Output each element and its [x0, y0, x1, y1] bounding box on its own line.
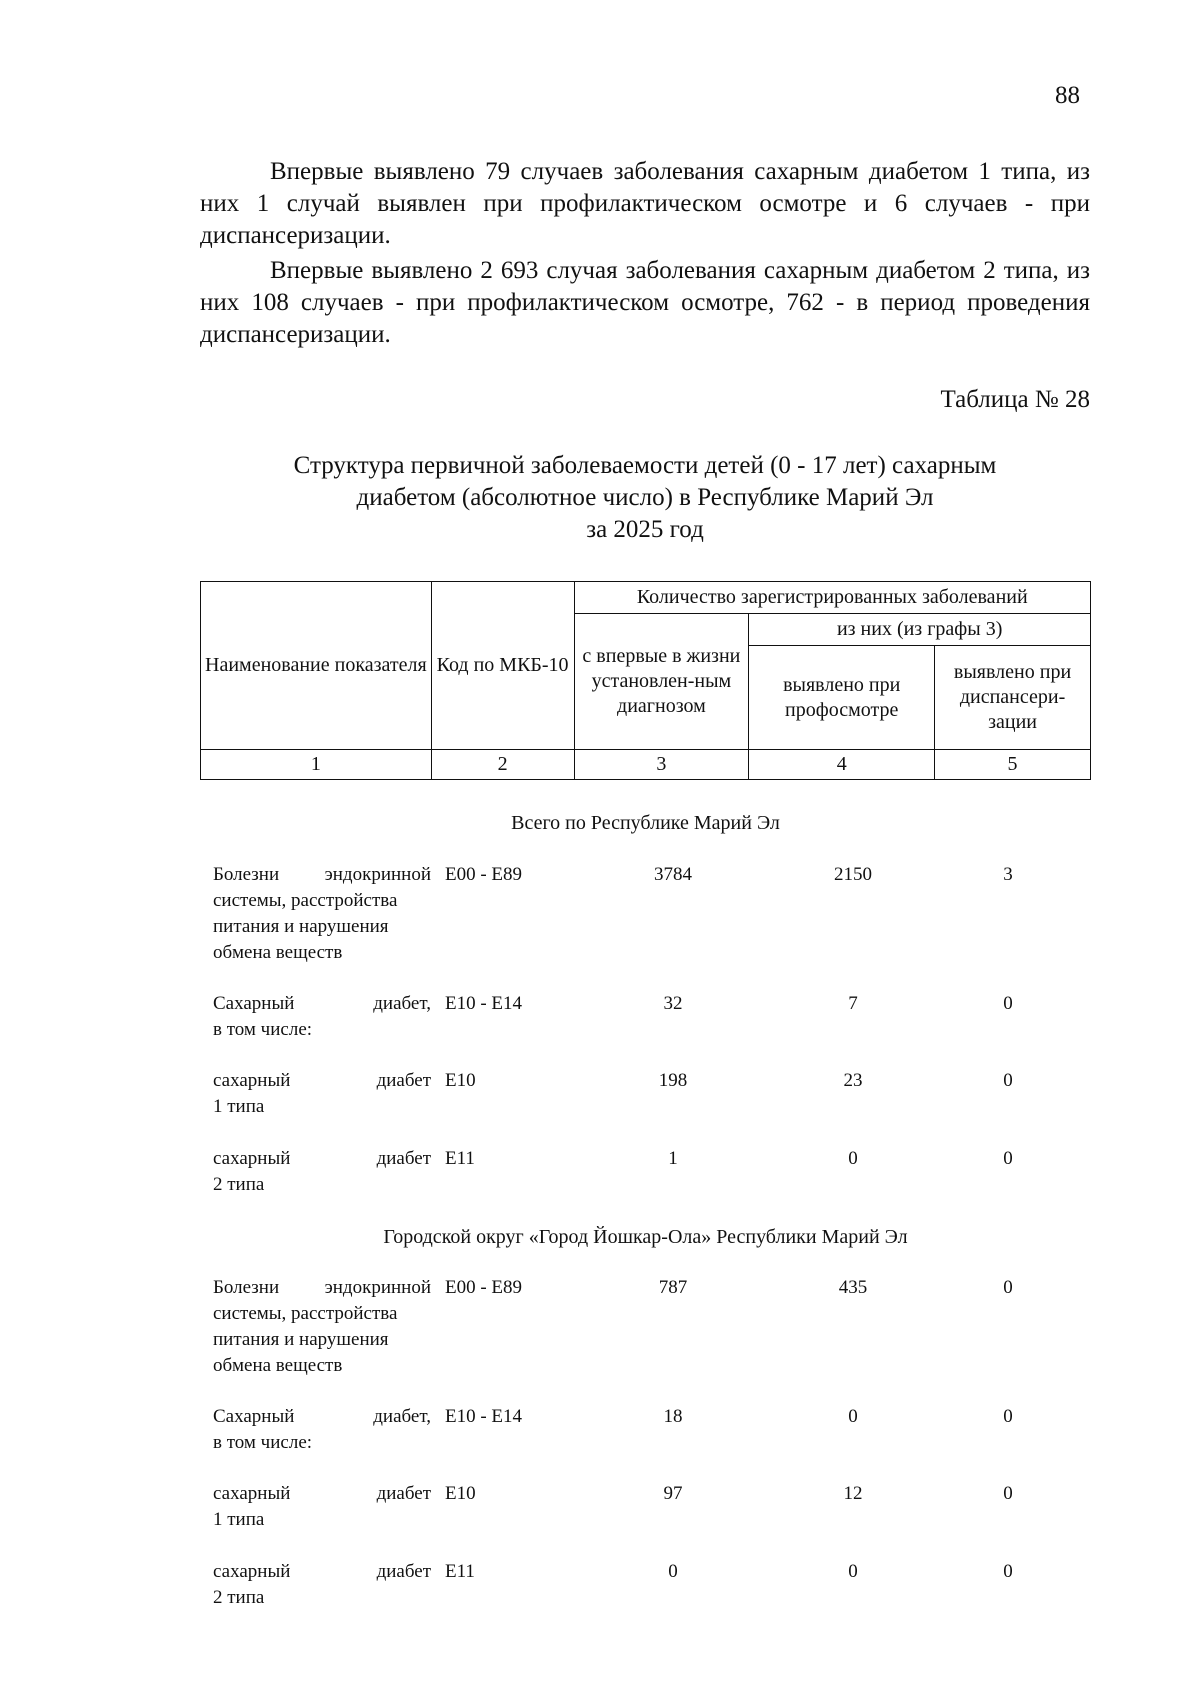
row-value-col5: 0: [1003, 1277, 1013, 1298]
table-title-line: Структура первичной заболеваемости детей (0 - 17 лет) сахарным: [293, 452, 997, 479]
row-value-col5: 0: [1003, 1561, 1013, 1582]
header-number: 3: [574, 750, 749, 780]
header-number: 4: [749, 750, 935, 780]
row-code: E10 - E14: [445, 1406, 523, 1427]
section-title: Городской округ «Город Йошкар-Ола» Республики Марий Эл: [383, 1226, 908, 1248]
header-col-code: Код по МКБ-10: [431, 582, 574, 750]
row-value-col4: 435: [838, 1277, 868, 1298]
header-number: 5: [935, 750, 1091, 780]
page-number: 88: [1055, 82, 1080, 109]
row-code: E10: [445, 1070, 476, 1091]
row-value-col3: 0: [668, 1561, 678, 1582]
table-number: Таблица № 28: [940, 386, 1090, 413]
header-subgroup: из них (из графы 3): [749, 614, 1091, 646]
row-value-col3: 97: [663, 1483, 683, 1504]
row-code: E00 - E89: [445, 1277, 523, 1298]
header-number: 2: [431, 750, 574, 780]
section-title: Всего по Республике Марий Эл: [511, 812, 780, 834]
row-name: Болезни эндокринной системы, расстройства питания и нарушения обмена веществ: [213, 864, 431, 963]
header-number: 1: [201, 750, 432, 780]
paragraph-type1: Впервые выявлено 79 случаев заболевания сахарным диабетом 1 типа, из них 1 случай выявлен при профилактическом осмотре и 6 случаев - при диспансеризации.: [200, 158, 1090, 249]
row-value-col3: 18: [663, 1406, 683, 1427]
row-value-col4: 0: [848, 1561, 858, 1582]
row-value-col4: 7: [848, 993, 858, 1014]
row-value-col5: 0: [1003, 1070, 1013, 1091]
row-value-col4: 2150: [834, 864, 872, 885]
row-value-col5: 0: [1003, 1148, 1013, 1169]
row-value-col3: 32: [663, 993, 683, 1014]
row-value-col4: 23: [843, 1070, 863, 1091]
row-value-col5: 0: [1003, 1483, 1013, 1504]
row-value-col4: 0: [848, 1148, 858, 1169]
table-title: [200, 450, 1090, 546]
row-value-col3: 1: [668, 1148, 678, 1169]
row-name: сахарный диабет 1 типа: [213, 1070, 431, 1117]
row-code: E10 - E14: [445, 993, 523, 1014]
row-value-col3: 198: [658, 1070, 688, 1091]
header-col-dispensary: выявлено при диспансери-зации: [935, 646, 1091, 750]
row-name: сахарный диабет 2 типа: [213, 1148, 431, 1195]
row-value-col5: 3: [1003, 864, 1013, 885]
row-code: E10: [445, 1483, 476, 1504]
row-name: Сахарный диабет, в том числе:: [213, 1406, 431, 1453]
row-value-col5: 0: [1003, 1406, 1013, 1427]
header-col-prof-exam: выявлено при профосмотре: [749, 646, 935, 750]
row-code: E11: [445, 1148, 475, 1169]
row-value-col3: 787: [658, 1277, 688, 1298]
header-col-name: Наименование показателя: [201, 582, 432, 750]
row-name: Болезни эндокринной системы, расстройства питания и нарушения обмена веществ: [213, 1277, 431, 1376]
row-name: сахарный диабет 2 типа: [213, 1561, 431, 1608]
row-name: сахарный диабет 1 типа: [213, 1483, 431, 1530]
row-code: E11: [445, 1561, 475, 1582]
header-col-first-diagnosed: с впервые в жизни установлен-ным диагнозом: [574, 614, 749, 750]
paragraph-type2: Впервые выявлено 2 693 случая заболевания сахарным диабетом 2 типа, из них 108 случаев - при профилактическом осмотре, 762 - в период проведения диспансеризации.: [200, 257, 1090, 348]
table-header: [200, 581, 1091, 780]
row-value-col3: 3784: [654, 864, 692, 885]
header-group: Количество зарегистрированных заболеваний: [574, 582, 1091, 614]
row-value-col5: 0: [1003, 993, 1013, 1014]
row-code: E00 - E89: [445, 864, 523, 885]
row-name: Сахарный диабет, в том числе:: [213, 993, 431, 1040]
row-value-col4: 0: [848, 1406, 858, 1427]
table-title-line: диабетом (абсолютное число) в Республике Марий Эл: [356, 484, 934, 511]
table-title-line: за 2025 год: [586, 516, 704, 543]
row-value-col4: 12: [843, 1483, 863, 1504]
